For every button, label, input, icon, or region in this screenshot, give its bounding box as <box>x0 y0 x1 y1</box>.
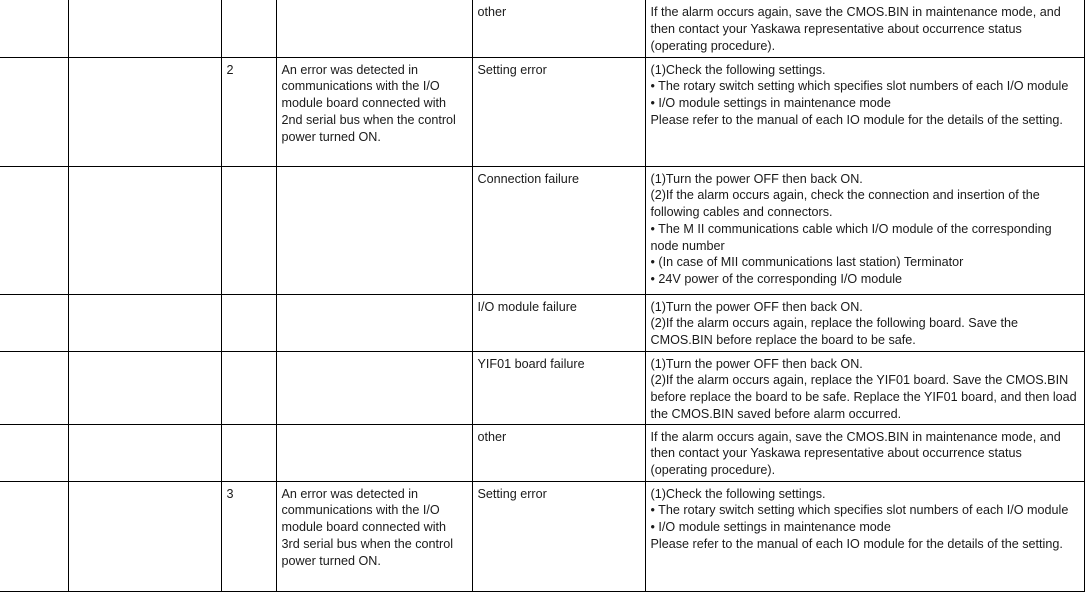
alarm-number-cell <box>0 166 68 294</box>
check-item-cell: Setting error <box>472 481 645 591</box>
remedy-cell: (1)Check the following settings. • The rotary switch setting which specifies slot numbers of each I/O module • I/O module settings in maintenance mode Please refer to the manual of each IO module for the details of the setting. <box>645 481 1084 591</box>
remedy-cell: (1)Turn the power OFF then back ON. (2)If the alarm occurs again, replace the YIF01 board. Save the CMOS.BIN before replace the board to be safe. Replace the YIF01 board, and then load the CMOS.BIN saved before alarm occurred. <box>645 351 1084 424</box>
sub-code-cell <box>221 424 276 481</box>
check-item-cell: other <box>472 0 645 57</box>
cause-cell <box>276 351 472 424</box>
alarm-name-cell <box>68 57 221 166</box>
remedy-cell: If the alarm occurs again, save the CMOS.BIN in maintenance mode, and then contact your Yaskawa representative about occurrence status (operating procedure). <box>645 424 1084 481</box>
alarm-name-cell <box>68 424 221 481</box>
sub-code-cell <box>221 0 276 57</box>
table-row <box>0 166 1084 294</box>
alarm-name-cell <box>68 351 221 424</box>
sub-code-cell <box>221 294 276 351</box>
cause-cell: An error was detected in communications with the I/O module board connected with 3rd serial bus when the control power turned ON. <box>276 481 472 591</box>
check-item-cell: Connection failure <box>472 166 645 294</box>
cause-cell: An error was detected in communications with the I/O module board connected with 2nd serial bus when the control power turned ON. <box>276 57 472 166</box>
sub-code-cell: 2 <box>221 57 276 166</box>
alarm-number-cell <box>0 424 68 481</box>
table-row <box>0 57 1084 166</box>
cause-cell <box>276 294 472 351</box>
remedy-cell: (1)Turn the power OFF then back ON. (2)If the alarm occurs again, replace the following board. Save the CMOS.BIN before replace the board to be safe. <box>645 294 1084 351</box>
sub-code-cell: 3 <box>221 481 276 591</box>
alarm-number-cell <box>0 481 68 591</box>
check-item-cell: Setting error <box>472 57 645 166</box>
check-item-cell: YIF01 board failure <box>472 351 645 424</box>
table-row <box>0 294 1084 351</box>
remedy-cell: If the alarm occurs again, save the CMOS.BIN in maintenance mode, and then contact your Yaskawa representative about occurrence status (operating procedure). <box>645 0 1084 57</box>
alarm-number-cell <box>0 294 68 351</box>
alarm-name-cell <box>68 0 221 57</box>
table-row <box>0 351 1084 424</box>
table-row <box>0 481 1084 591</box>
table-row <box>0 0 1084 57</box>
table-row <box>0 424 1084 481</box>
check-item-cell: other <box>472 424 645 481</box>
cause-cell <box>276 0 472 57</box>
alarm-name-cell <box>68 481 221 591</box>
alarm-name-cell <box>68 166 221 294</box>
cause-cell <box>276 424 472 481</box>
sub-code-cell <box>221 351 276 424</box>
sub-code-cell <box>221 166 276 294</box>
alarm-number-cell <box>0 0 68 57</box>
remedy-cell: (1)Turn the power OFF then back ON. (2)If the alarm occurs again, check the connection and insertion of the following cables and connectors. • The M II communications cable which I/O module of the corresponding node number • (In case of MII communications last station) Terminator • 24V power of the corresponding I/O module <box>645 166 1084 294</box>
remedy-cell: (1)Check the following settings. • The rotary switch setting which specifies slot numbers of each I/O module • I/O module settings in maintenance mode Please refer to the manual of each IO module for the details of the setting. <box>645 57 1084 166</box>
alarm-number-cell <box>0 351 68 424</box>
alarm-number-cell <box>0 57 68 166</box>
alarm-name-cell <box>68 294 221 351</box>
check-item-cell: I/O module failure <box>472 294 645 351</box>
cause-cell <box>276 166 472 294</box>
